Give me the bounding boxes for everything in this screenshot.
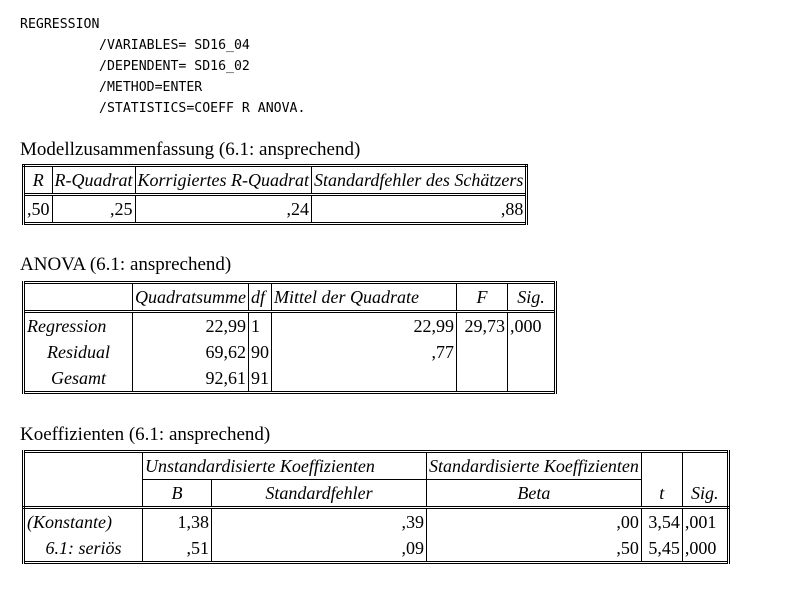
cell-r: ,50 [24, 195, 53, 224]
coef-cell: ,00 [427, 508, 642, 536]
cell-standardfehler: ,88 [312, 195, 527, 224]
syntax-line: /STATISTICS=COEFF R ANOVA. [99, 101, 306, 116]
anova-cell [508, 339, 556, 365]
anova-cell [457, 339, 508, 365]
syntax-line: /VARIABLES= SD16_04 [99, 38, 250, 53]
anova-cell: 29,73 [457, 312, 508, 340]
anova-cell: 1 [249, 312, 272, 340]
anova-header-empty [24, 283, 133, 312]
header-standardfehler: Standardfehler des Schätzers [312, 166, 527, 195]
coef-header-standardfehler: Standardfehler [212, 480, 427, 508]
syntax-line: /DEPENDENT= SD16_02 [99, 59, 250, 74]
coefficients-title: Koeffizienten (6.1: ansprechend) [20, 424, 271, 445]
anova-cell: 69,62 [133, 339, 249, 365]
coef-cell: 5,45 [641, 535, 682, 563]
anova-cell: ,77 [272, 339, 457, 365]
anova-cell: 91 [249, 365, 272, 393]
anova-row-label: Gesamt [24, 365, 133, 393]
anova-title: ANOVA (6.1: ansprechend) [20, 254, 232, 275]
coef-row-label: 6.1: seriös [24, 535, 143, 563]
anova-header-sig: Sig. [508, 283, 556, 312]
coef-header-beta: Beta [427, 480, 642, 508]
anova-cell: 22,99 [133, 312, 249, 340]
coefficients-table [22, 450, 730, 564]
coef-row-label: (Konstante) [24, 508, 143, 536]
syntax-line: REGRESSION [20, 17, 100, 32]
cell-r-quadrat: ,25 [52, 195, 135, 224]
anova-cell: ,000 [508, 312, 556, 340]
model-summary-title: Modellzusammenfassung (6.1: ansprechend) [20, 139, 361, 160]
anova-header-df: df [249, 283, 272, 312]
anova-row-label: Residual [24, 339, 133, 365]
coef-group-unstandardized: Unstandardisierte Koeffizienten [143, 452, 427, 480]
anova-cell [457, 365, 508, 393]
anova-cell: 22,99 [272, 312, 457, 340]
syntax-block [20, 14, 305, 119]
coef-cell: ,000 [682, 535, 728, 563]
coef-header-sig: Sig. [682, 452, 728, 508]
model-summary-table [22, 164, 528, 225]
coef-group-standardized: Standardisierte Koeffizienten [427, 452, 642, 480]
header-r-quadrat: R-Quadrat [52, 166, 135, 195]
anova-row-label: Regression [24, 312, 133, 340]
anova-cell: 90 [249, 339, 272, 365]
coef-cell: ,09 [212, 535, 427, 563]
coef-cell: ,50 [427, 535, 642, 563]
anova-cell [272, 365, 457, 393]
anova-header-quadratsumme: Quadratsumme [133, 283, 249, 312]
anova-cell: 92,61 [133, 365, 249, 393]
coef-cell: ,001 [682, 508, 728, 536]
coef-cell: 1,38 [143, 508, 212, 536]
anova-header-mittel: Mittel der Quadrate [272, 283, 457, 312]
header-r: R [24, 166, 53, 195]
coef-cell: 3,54 [641, 508, 682, 536]
syntax-line: /METHOD=ENTER [99, 80, 203, 95]
anova-table [22, 281, 557, 394]
coef-cell: ,39 [212, 508, 427, 536]
cell-korrigiertes-r-quadrat: ,24 [135, 195, 312, 224]
coef-header-t: t [641, 452, 682, 508]
anova-cell [508, 365, 556, 393]
coef-cell: ,51 [143, 535, 212, 563]
header-korrigiertes-r-quadrat: Korrigiertes R-Quadrat [135, 166, 312, 195]
anova-header-f: F [457, 283, 508, 312]
coef-header-empty [24, 452, 143, 508]
coef-header-b: B [143, 480, 212, 508]
